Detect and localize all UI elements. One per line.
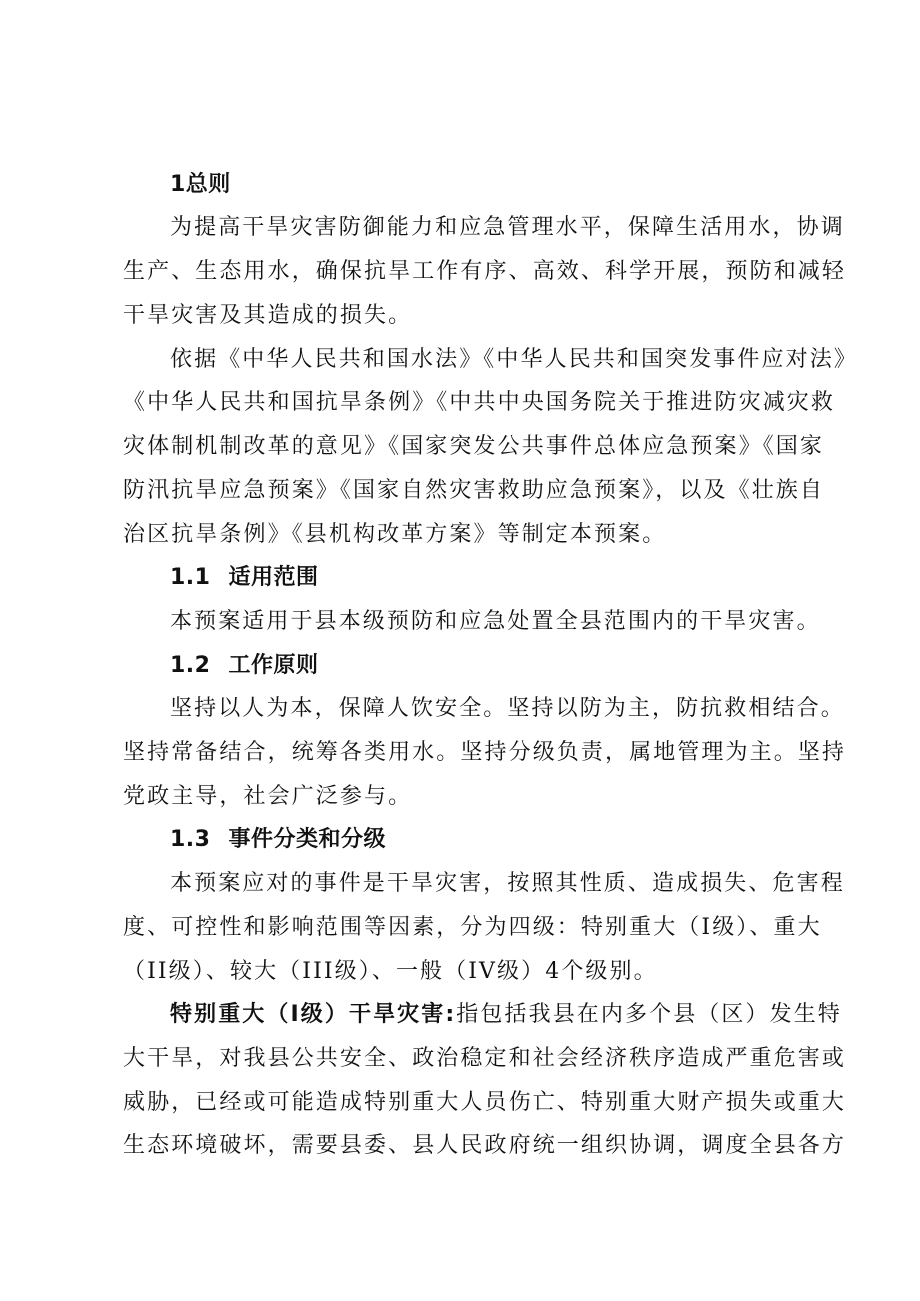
section-title: 工作原则 xyxy=(228,653,319,678)
paragraph-level-one-line xyxy=(170,993,842,1037)
paragraph-classification-line: 本预案应对的事件是干旱灾害，按照其性质、造成损失、危害程 xyxy=(170,871,845,896)
paragraph-classification-line: 度、可控性和影响范围等因素，分为四级：特别重大（I级）、重大 xyxy=(123,915,822,940)
paragraph-purpose-line: 干旱灾害及其造成的损失。 xyxy=(123,303,413,328)
paragraph-purpose-line: 为提高干旱灾害防御能力和应急管理水平，保障生活用水，协调 xyxy=(170,215,845,240)
paragraph-principles-line: 坚持以人为本，保障人饮安全。坚持以防为主，防抗救相结合。 xyxy=(170,696,845,721)
heading-scope xyxy=(170,556,820,600)
paragraph-basis-line: 《中华人民共和国抗旱条例》《中共中央国务院关于推进防灾减灾救 xyxy=(123,390,836,415)
paragraph-basis-line: 治区抗旱条例》《县机构改革方案》等制定本预案。 xyxy=(123,522,667,547)
level-one-lead: 特别重大（I级）干旱灾害: xyxy=(170,1002,457,1027)
section-number: 1.3 xyxy=(170,827,211,852)
paragraph-level-one-line: 大干旱，对我县公共安全、政治稳定和社会经济秩序造成严重危害或 xyxy=(123,1046,847,1071)
paragraph-basis-line: 灾体制机制改革的意见》《国家突发公共事件总体应急预案》《国家 xyxy=(123,434,825,459)
paragraph-scope-line: 本预案适用于县本级预防和应急处置全县范围内的干旱灾害。 xyxy=(170,609,821,634)
paragraph-principles-line: 坚持常备结合，统筹各类用水。坚持分级负责，属地管理为主。坚持 xyxy=(123,740,847,765)
section-number: 1.2 xyxy=(170,653,211,678)
paragraph-purpose-line: 生产、生态用水，确保抗旱工作有序、高效、科学开展，预防和减轻 xyxy=(123,259,847,284)
heading-working-principles xyxy=(170,644,820,688)
section-number: 1.1 xyxy=(170,565,211,590)
heading-classification xyxy=(170,818,820,862)
section-title: 事件分类和分级 xyxy=(228,827,386,852)
paragraph-principles-line: 党政主导，社会广泛参与。 xyxy=(123,784,413,809)
level-one-first-line-rest: 指包括我县在内多个县（区）发生特 xyxy=(456,1002,842,1027)
paragraph-basis-line: 依据《中华人民共和国水法》《中华人民共和国突发事件应对法》 xyxy=(170,347,858,372)
paragraph-classification-line: （II级）、较大（III级）、一般（IV级）4个级别。 xyxy=(123,959,658,984)
paragraph-basis-line: 防汛抗旱应急预案》《国家自然灾害救助应急预案》，以及《壮族自 xyxy=(123,478,825,503)
section-title: 适用范围 xyxy=(228,565,319,590)
paragraph-level-one-line: 生态环境破坏，需要县委、县人民政府统一组织协调，调度全县各方 xyxy=(123,1133,847,1158)
heading-text: 1总则 xyxy=(170,172,231,197)
heading-general-principles xyxy=(170,163,820,207)
paragraph-level-one-line: 威胁，已经或可能造成特别重大人员伤亡、特别重大财产损失或重大 xyxy=(123,1090,847,1115)
